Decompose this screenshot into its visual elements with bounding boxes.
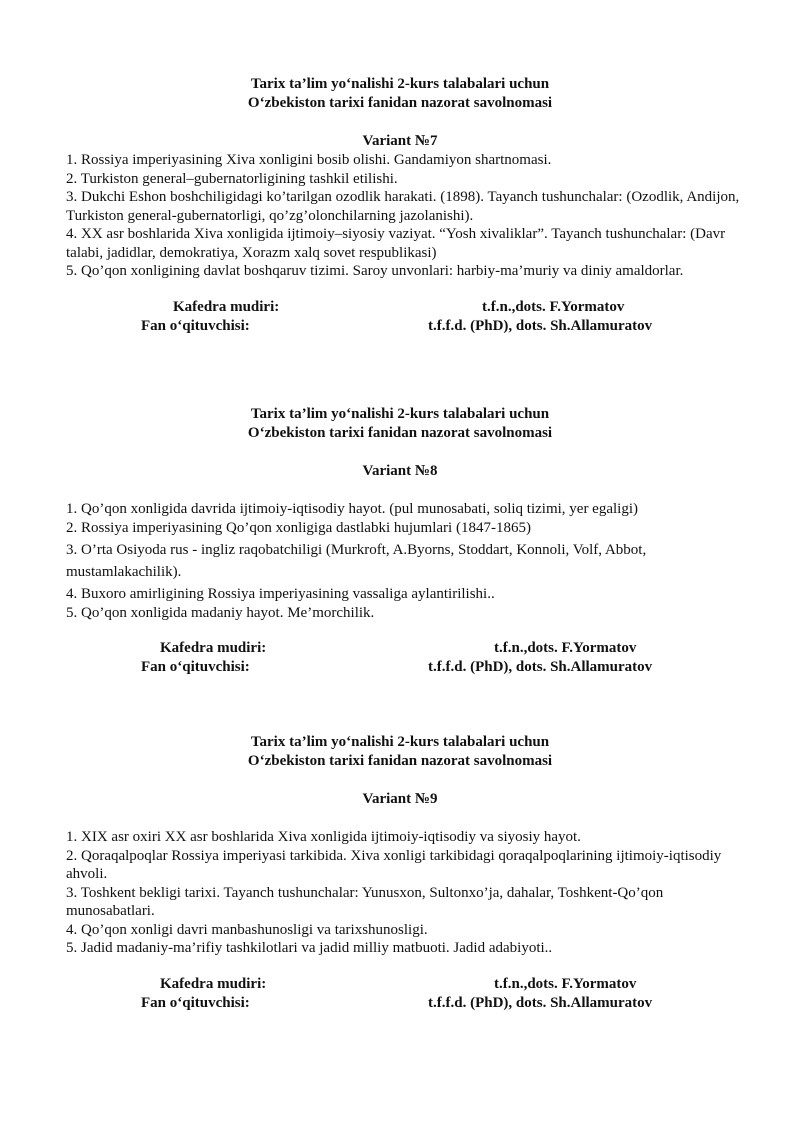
question-item: 4. Qo’qon xonligi davri manbashunosligi va tarixshunosligi. — [66, 921, 428, 938]
signature-name-head: t.f.n.,dots. F.Yormatov — [494, 640, 637, 656]
signature-label-teacher: Fan o‘qituvchisi: — [141, 317, 250, 334]
heading-line-2: O‘zbekiston tarixi fanidan nazorat savolnomasi — [247, 425, 553, 441]
signature-name-head: t.f.n.,dots. F.Yormatov — [482, 298, 625, 315]
signature-block — [0, 640, 800, 680]
question-item: 2. Rossiya imperiyasining Qo’qon xonligiga dastlabki hujumlari (1847-1865) — [66, 519, 531, 536]
signature-name-head: t.f.n.,dots. F.Yormatov — [494, 975, 637, 992]
question-item: 3. Toshkent bekligi tarixi. Tayanch tushunchalar: Yunusxon, Sultonxo’ja, dahalar, Toshkent-Qo’qon munosabatlari. — [66, 884, 664, 919]
question-item: 5. Jadid madaniy-ma’rifiy tashkilotlari va jadid milliy matbuoti. Jadid adabiyoti.. — [66, 940, 553, 956]
signature-block — [0, 299, 800, 339]
heading-line-1: Tarix ta’lim yo‘nalishi 2-kurs talabalari uchun — [250, 406, 550, 422]
question-item: 2. Turkiston general–gubernatorligining tashkil etilishi. — [66, 170, 398, 187]
heading-line-1: Tarix ta’lim yo‘nalishi 2-kurs talabalari uchun — [250, 76, 550, 92]
signature-label-teacher: Fan o‘qituvchisi: — [141, 659, 250, 675]
variant-title: Variant №8 — [362, 463, 438, 479]
question-list — [66, 500, 746, 622]
variant-block-8 — [0, 405, 800, 680]
heading-line-2: O‘zbekiston tarixi fanidan nazorat savolnomasi — [247, 95, 553, 111]
signature-name-teacher: t.f.f.d. (PhD), dots. Sh.Allamuratov — [428, 659, 653, 675]
signature-label-head: Kafedra mudiri: — [160, 975, 267, 992]
variant-block-9 — [0, 733, 800, 1016]
question-item: 2. Qoraqalpoqlar Rossiya imperiyasi tarkibida. Xiva xonligi tarkibidagi qoraqalpoqlarining ijtimoiy-iqtisodiy ahvoli. — [66, 847, 722, 882]
question-item: 1. XIX asr oxiri XX asr boshlarida Xiva xonligida ijtimoiy-iqtisodiy va siyosiy hayot. — [66, 829, 581, 845]
signature-label-head: Kafedra mudiri: — [160, 640, 267, 656]
signature-name-teacher: t.f.f.d. (PhD), dots. Sh.Allamuratov — [428, 994, 653, 1011]
variant-title: Variant №7 — [362, 133, 438, 149]
heading-line-2: O‘zbekiston tarixi fanidan nazorat savolnomasi — [247, 753, 553, 769]
question-item: 3. Dukchi Eshon boshchiligidagi ko’tarilgan ozodlik harakati. (1898). Tayanch tushunchalar: (Ozodlik, Andijon, Turkiston general-gubernatorligi, qo’zg’olonchilarning jazolanishi). — [66, 189, 740, 224]
question-item: 1. Qo’qon xonligida davrida ijtimoiy-iqtisodiy hayot. (pul munosabati, soliq tizimi, yer egaligi) — [66, 501, 638, 517]
heading-line-1: Tarix ta’lim yo‘nalishi 2-kurs talabalari uchun — [250, 734, 550, 750]
variant-title: Variant №9 — [362, 791, 438, 807]
question-item: 5. Qo’qon xonligining davlat boshqaruv tizimi. Saroy unvonlari: harbiy-ma’muriy va diniy amaldorlar. — [66, 263, 684, 279]
question-item: 4. XX asr boshlarida Xiva xonligida ijtimoiy–siyosiy vaziyat. “Yosh xivaliklar”. Tayanch tushunchalar: (Davr talabi, jadidlar, demokratiya, Xorazm xalq sovet respublikasi) — [66, 226, 726, 261]
variant-block-7 — [0, 75, 800, 339]
question-list — [66, 151, 746, 281]
question-item: 5. Qo’qon xonligida madaniy hayot. Me’morchilik. — [66, 604, 375, 621]
signature-label-teacher: Fan o‘qituvchisi: — [141, 994, 250, 1011]
question-item: 3. O’rta Osiyoda rus - ingliz raqobatchiligi (Murkroft, A.Byorns, Stoddart, Konnoli, Volf, Abbot, mustamlakachilik). — [66, 542, 647, 580]
signature-block — [0, 976, 800, 1016]
question-item: 4. Buxoro amirligining Rossiya imperiyasining vassaliga aylantirilishi.. — [66, 586, 495, 602]
question-list — [66, 828, 746, 958]
signature-name-teacher: t.f.f.d. (PhD), dots. Sh.Allamuratov — [428, 317, 653, 334]
question-item: 1. Rossiya imperiyasining Xiva xonligini bosib olishi. Gandamiyon shartnomasi. — [66, 152, 552, 168]
signature-label-head: Kafedra mudiri: — [173, 298, 280, 315]
